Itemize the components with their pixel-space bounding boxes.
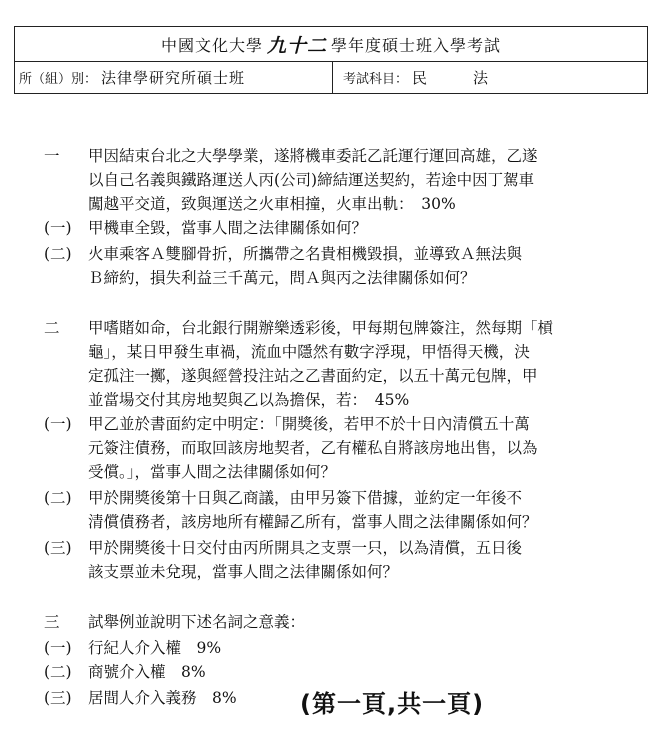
question-2-sub-1-line-3: 受償。」，當事人間之法律關係如何？ [88, 463, 337, 481]
department-value: 法律學研究所碩士班 [101, 69, 246, 87]
question-2-sub-1-line-1: (一) 甲乙並於書面約定中明定：「開獎後，若甲不於十日內清償五十萬 [44, 415, 530, 433]
department-label: 所（組）別： [19, 72, 98, 87]
question-2-sub-2-line-1: (二) 甲於開獎後第十日與乙商議，由甲另簽下借據，並約定一年後不 [44, 489, 523, 507]
question-3-marker: 三 [44, 613, 60, 631]
page-number: (第一頁,共一頁) [300, 690, 485, 718]
question-2-sub-3-line-2: 該支票並未兌現，當事人間之法律關係如何？ [88, 563, 399, 581]
subject-value-2: 法 [473, 69, 489, 87]
question-3-sub-2: (二) 商號介入權 8% [44, 663, 206, 681]
question-3-sub-3: (三) 居間人介入義務 8% [44, 689, 237, 707]
question-1-marker: 一 [44, 147, 60, 165]
exam-name: 學年度碩士班入學考試 [331, 35, 502, 55]
question-2-line-3: 定孤注一擲，遂與經營投注站之乙書面約定，以五十萬元包牌，甲 [88, 367, 538, 385]
question-2-sub-1-line-2: 元簽注債務，而取回該房地契者，乙有權私自將該房地出售，以為 [88, 439, 538, 457]
question-2-line-1: 二 甲嗜賭如命，台北銀行開辦樂透彩後，甲每期包牌簽注，然每期「槓 [44, 319, 554, 337]
question-2-marker: 二 [44, 319, 60, 337]
question-1-line-2: 以自己名義與鐵路運送人丙(公司)締結運送契約，若途中因丁駕車 [88, 171, 535, 189]
question-2-sub-2-line-2: 清償債務者，該房地所有權歸乙所有，當事人間之法律關係如何？ [88, 513, 538, 531]
question-2-sub-3-line-1: (三) 甲於開獎後十日交付由丙所開具之支票一只，以為清償，五日後 [44, 539, 523, 557]
question-1-sub-2-line-2: Ｂ締約，損失利益三千萬元，問Ａ與丙之法律關係如何？ [88, 269, 476, 287]
question-1-sub-2-line-1: (二) 火車乘客Ａ雙腳骨折，所攜帶之名貴相機毀損，並導致Ａ無法與 [44, 245, 523, 263]
question-1-sub-1: (一) 甲機車全毀，當事人間之法律關係如何？ [44, 219, 368, 237]
academic-year: 九十二 [266, 34, 327, 57]
question-1-line-1: 一 甲因結束台北之大學學業，遂將機車委託乙託運行運回高雄，乙遂 [44, 147, 538, 165]
subject-value-1: 民 [412, 69, 430, 87]
question-1-line-3: 闖越平交道，致與運送之火車相撞，火車出軌： 30% [88, 195, 456, 213]
question-2-line-4: 並當場交付其房地契與乙以為擔保，若： 45% [88, 391, 410, 409]
question-2-line-2: 龜」，某日甲發生車禍，流血中隱然有數字浮現，甲悟得天機，決 [88, 343, 530, 361]
question-3-line-1: 三 試舉例並說明下述名詞之意義： [44, 613, 306, 631]
subject-label: 考試科目： [343, 72, 409, 87]
university-name: 中國文化大學 [160, 35, 263, 55]
question-3-sub-1: (一) 行紀人介入權 9% [44, 639, 222, 657]
